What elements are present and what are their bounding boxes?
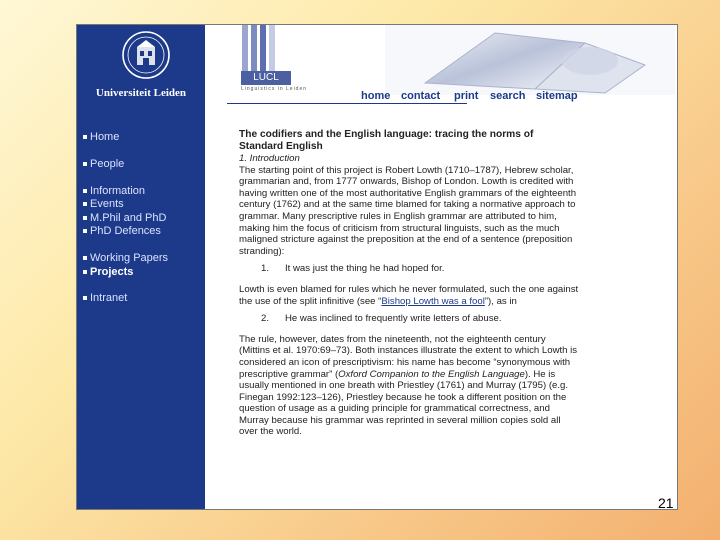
- bullet-icon: [83, 202, 87, 206]
- bullet-icon: [83, 162, 87, 166]
- example-text: He was inclined to frequently write letters of abuse.: [285, 313, 502, 325]
- sidebar-item-label: Working Papers: [90, 252, 169, 264]
- top-nav: [205, 90, 678, 104]
- section-heading: 1. Introduction: [239, 153, 300, 164]
- example-number: 1.: [261, 263, 270, 275]
- nav-search-link[interactable]: search: [490, 90, 526, 102]
- sidebar-item-information[interactable]: [83, 185, 145, 197]
- bullet-icon: [83, 135, 87, 139]
- bullet-icon: [83, 270, 87, 274]
- sidebar-item-intranet[interactable]: [83, 292, 127, 304]
- paragraph-2-text-a: Lowth is even blamed for rules which he never formulated, such the one against the use of the split infinitive (see “: [239, 283, 579, 307]
- sidebar-item-people[interactable]: [83, 158, 124, 170]
- nav-sitemap-link[interactable]: sitemap: [536, 90, 578, 102]
- example-1: [239, 263, 579, 275]
- university-name: Universiteit Leiden: [95, 87, 187, 99]
- lucl-logo-bars-icon: [240, 25, 290, 75]
- sidebar-item-label: M.Phil and PhD: [90, 212, 167, 224]
- sidebar-item-working-papers[interactable]: [83, 252, 168, 264]
- sidebar-item-phd-defences[interactable]: [83, 225, 161, 237]
- glass-banner-image: [385, 25, 675, 95]
- article-content: [239, 129, 579, 438]
- sidebar-item-label: Information: [90, 185, 146, 197]
- sidebar-item-label: People: [90, 158, 125, 170]
- sidebar-item-label: Events: [90, 198, 124, 210]
- paragraph-2-text-b: ”), as in: [484, 295, 517, 307]
- example-2: [239, 313, 579, 325]
- sidebar-item-label: Home: [90, 131, 120, 143]
- paragraph-3-text-a: The rule, however, dates from the nineteenth, not the eighteenth century (Mittins et al. 1970:69–73). Both instances illustrate the extent to which Lowth is considered an icon of prescriptivism: his name has become “synonymous with prescriptive grammar” (: [239, 333, 578, 380]
- paragraph-3-text-b: ). He is usually mentioned in one breath with Priestley (1761) and Murray (1795) (e.g. Finegan 1992:123–126), Priestley because he took a different position on the question of usage as a guiding principle for grammatical correctness, and Murray because his grammar was reprinted in several million copies sold all over the world.: [239, 368, 569, 438]
- nav-print-link[interactable]: print: [454, 90, 479, 102]
- sidebar-item-label: Projects: [90, 266, 134, 278]
- sidebar-item-label: PhD Defences: [90, 225, 161, 237]
- article-title: The codifiers and the English language: tracing the norms of Standard English: [239, 129, 534, 152]
- bullet-icon: [83, 229, 87, 233]
- top-nav-divider: [227, 103, 467, 104]
- bullet-icon: [83, 256, 87, 260]
- bullet-icon: [83, 216, 87, 220]
- lucl-logo-subtitle: Linguistics in Leiden: [241, 86, 308, 92]
- sidebar-item-projects[interactable]: [83, 266, 133, 278]
- paragraph-1: The starting point of this project is Robert Lowth (1710–1787), Hebrew scholar, grammarian and, from 1777 onwards, Bishop of London. Lowth is credited with having written one of the most authoritative English grammars of the eighteenth century (1762) and at the same time blamed for taking a normative approach to grammar. Many prescriptive rules in English grammar are attributed to him, making him the focus of criticism from structural linguists, such as the much maligned stricture against the preposition at the end of a sentence (preposition stranding):: [239, 164, 577, 257]
- bullet-icon: [83, 189, 87, 193]
- lucl-logo[interactable]: LUCL: [241, 71, 291, 85]
- paragraph-3-italic: Oxford Companion to the English Language: [338, 368, 525, 380]
- bullet-icon: [83, 296, 87, 300]
- nav-home-link[interactable]: home: [361, 90, 391, 102]
- nav-contact-link[interactable]: contact: [401, 90, 441, 102]
- paragraph-2: [239, 284, 579, 307]
- example-text: It was just the thing he had hoped for.: [285, 263, 445, 275]
- web-page-screenshot: [76, 24, 678, 510]
- sidebar: [77, 25, 205, 509]
- paragraph-3: [239, 334, 579, 438]
- sidebar-item-label: Intranet: [90, 292, 128, 304]
- sidebar-item-mphil-phd[interactable]: [83, 212, 166, 224]
- bishop-lowth-link[interactable]: Bishop Lowth was a fool: [381, 295, 485, 307]
- slide-page-number: 21: [658, 495, 674, 511]
- example-number: 2.: [261, 313, 270, 325]
- sidebar-item-events[interactable]: [83, 198, 124, 210]
- university-logo[interactable]: [77, 25, 205, 103]
- university-seal-icon: [121, 30, 171, 82]
- sidebar-item-home[interactable]: [83, 131, 119, 143]
